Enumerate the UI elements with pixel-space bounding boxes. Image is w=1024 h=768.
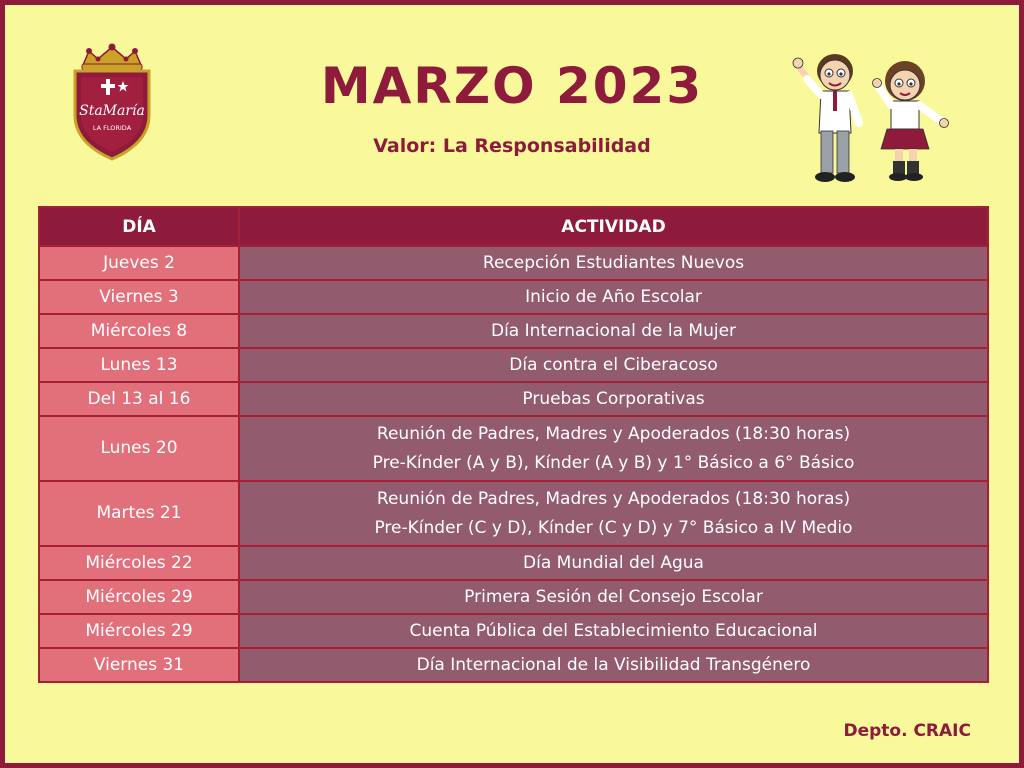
activity-text: Día Mundial del Agua: [523, 553, 704, 573]
table-row: [39, 382, 988, 416]
activity-cell: [239, 246, 988, 280]
activity-text: Primera Sesión del Consejo Escolar: [464, 587, 763, 607]
activity-cell: [239, 314, 988, 348]
table-row: [39, 481, 988, 546]
activity-text: Inicio de Año Escolar: [525, 287, 702, 307]
day-cell: Miércoles 22: [39, 546, 239, 580]
day-cell: Miércoles 29: [39, 580, 239, 614]
table-row: [39, 648, 988, 682]
table-row: [39, 246, 988, 280]
day-cell: Del 13 al 16: [39, 382, 239, 416]
activity-cell: [239, 580, 988, 614]
day-cell: Viernes 3: [39, 280, 239, 314]
day-cell: Miércoles 29: [39, 614, 239, 648]
page-title: MARZO 2023: [320, 57, 704, 115]
activity-text: Día contra el Ciberacoso: [509, 355, 718, 375]
activity-cell: [239, 382, 988, 416]
activity-text: Pre-Kínder (C y D), Kínder (C y D) y 7° Básico a IV Medio: [374, 517, 853, 538]
logo-main-text: StaMaría: [79, 103, 145, 119]
activity-cell: [239, 614, 988, 648]
page-subtitle: Valor: La Responsabilidad: [373, 135, 651, 157]
day-column-header: DÍA: [39, 207, 239, 246]
activity-text: Pre-Kínder (A y B), Kínder (A y B) y 1° Básico a 6° Básico: [372, 452, 855, 473]
day-cell: Lunes 13: [39, 348, 239, 382]
table-header-row: [39, 207, 988, 246]
activity-cell: [239, 546, 988, 580]
activity-text: Cuenta Pública del Establecimiento Educacional: [409, 621, 818, 641]
day-cell: Viernes 31: [39, 648, 239, 682]
activity-cell: [239, 348, 988, 382]
table-row: [39, 416, 988, 481]
day-cell: Miércoles 8: [39, 314, 239, 348]
table-row: [39, 580, 988, 614]
activity-text: Recepción Estudiantes Nuevos: [482, 253, 745, 273]
students-illustration: [785, 43, 955, 193]
activity-text: Reunión de Padres, Madres y Apoderados (18:30 horas): [376, 488, 851, 509]
activity-text: Reunión de Padres, Madres y Apoderados (18:30 horas): [376, 423, 851, 444]
activity-column-header: ACTIVIDAD: [239, 207, 988, 246]
table-row: [39, 614, 988, 648]
calendar-page: [5, 5, 1019, 763]
footer-credit: Depto. CRAIC: [843, 721, 971, 741]
table-row: [39, 314, 988, 348]
activity-cell: [239, 280, 988, 314]
activities-table: [38, 206, 989, 683]
activity-text: Día Internacional de la Mujer: [490, 321, 737, 341]
table-row: [39, 280, 988, 314]
day-cell: Martes 21: [39, 481, 239, 546]
day-cell: Lunes 20: [39, 416, 239, 481]
logo-sub-text: LA FLORIDA: [92, 124, 132, 132]
table-body: [39, 246, 988, 682]
table-row: [39, 546, 988, 580]
activity-cell: [239, 481, 988, 546]
table-row: [39, 348, 988, 382]
activity-text: Día Internacional de la Visibilidad Transgénero: [416, 655, 811, 675]
activity-text: Pruebas Corporativas: [522, 389, 705, 409]
activity-cell: [239, 648, 988, 682]
activity-cell: [239, 416, 988, 481]
day-cell: Jueves 2: [39, 246, 239, 280]
